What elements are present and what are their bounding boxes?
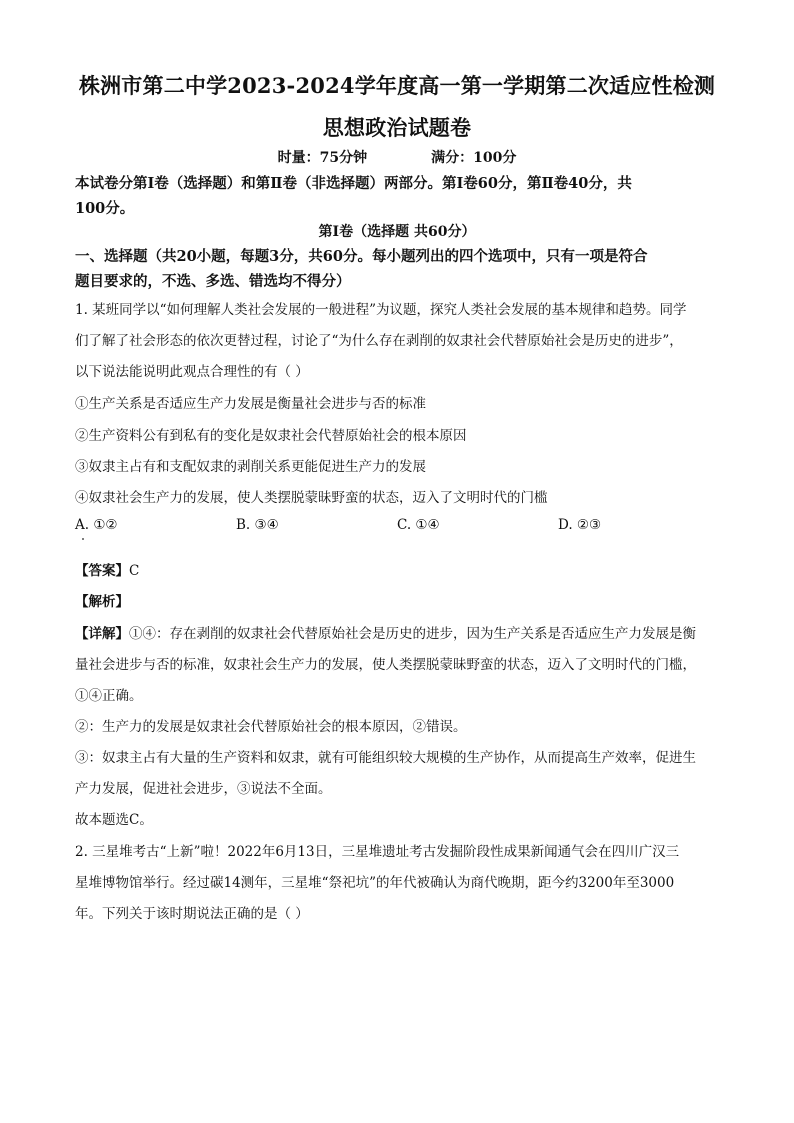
- answer-value: C: [129, 563, 140, 579]
- q1-statement-3: ③奴隶主占有和支配奴隶的剥削关系更能促进生产力的发展: [75, 459, 426, 475]
- q1-analysis-tag: 【解析】: [75, 594, 129, 610]
- q1-stem-line-1: 1. 某班同学以“如何理解人类社会发展的一般进程”为议题，探究人类社会发展的基本规律和趋势。同学: [75, 302, 687, 318]
- q1-conclusion: 故本题选C。: [75, 812, 153, 828]
- q2-stem-line-3: 年。下列关于该时期说法正确的是（ ）: [75, 906, 309, 922]
- full-score: 满分：100分: [431, 150, 517, 166]
- q1-detail-line-4: ②：生产力的发展是奴隶社会代替原始社会的根本原因，②错误。: [75, 719, 467, 735]
- q1-stem-line-2: 们了解了社会形态的依次更替过程，讨论了“为什么存在剥削的奴隶社会代替原始社会是历史的进步”，: [75, 333, 683, 349]
- q1-statement-4: ④奴隶社会生产力的发展，使人类摆脱蒙昧野蛮的状态，迈入了文明时代的门槛: [75, 490, 548, 506]
- q2-stem-line-1: 2. 三星堆考古“上新”啦！2022年6月13日，三星堆遗址考古发掘阶段性成果新闻通气会在四川广汉三: [75, 844, 680, 860]
- exam-subtitle: 思想政治试题卷: [322, 115, 472, 140]
- detail-text-1: ①④：存在剥削的奴隶社会代替原始社会是历史的进步，因为生产关系是否适应生产力发展是衡: [129, 626, 696, 642]
- section-instruction-1: 一、选择题（共20小题，每题3分，共60分。每小题列出的四个选项中，只有一项是符合: [75, 248, 648, 265]
- detail-tag: 【详解】: [75, 626, 129, 642]
- q1-option-b: B. ③④: [236, 517, 279, 533]
- q1-detail-line-2: 量社会进步与否的标准，奴隶社会生产力的发展，使人类摆脱蒙昧野蛮的状态，迈入了文明时代的门槛，: [75, 657, 696, 673]
- intro-line-1: 本试卷分第Ⅰ卷（选择题）和第Ⅱ卷（非选择题）两部分。第Ⅰ卷60分，第Ⅱ卷40分，共: [75, 175, 632, 192]
- q1-option-d: D. ②③: [558, 517, 602, 533]
- exam-title: 株洲市第二中学2023-2024学年度高一第一学期第二次适应性检测: [78, 73, 716, 98]
- answer-tag: 【答案】: [75, 563, 129, 579]
- q1-answer: [75, 559, 139, 579]
- q1-statement-1: ①生产关系是否适应生产力发展是衡量社会进步与否的标准: [75, 396, 426, 412]
- q1-detail-line-6: 产力发展，促进社会进步，③说法不全面。: [75, 781, 332, 797]
- q1-detail-line-1: [75, 622, 696, 642]
- q1-stem-line-3: 以下说法能说明此观点合理性的有（ ）: [75, 364, 309, 380]
- q1-statement-2: ②生产资料公有到私有的变化是奴隶社会代替原始社会的根本原因: [75, 428, 467, 444]
- time-limit: 时量：75分钟: [277, 150, 368, 166]
- section-instruction-2: 题目要求的，不选、多选、错选均不得分）: [75, 273, 351, 290]
- intro-line-2: 100分。: [75, 200, 135, 217]
- q1-detail-line-3: ①④正确。: [75, 688, 143, 704]
- q1-option-c: C. ①④: [397, 517, 440, 533]
- q1-option-a: A. ①②: [75, 517, 118, 533]
- q1-detail-line-5: ③：奴隶主占有大量的生产资料和奴隶，就有可能组织较大规模的生产协作，从而提高生产效率，促进生: [75, 750, 696, 766]
- stray-dot: [82, 538, 84, 540]
- exam-meta: [0, 147, 794, 167]
- part-one-title: 第Ⅰ卷（选择题 共60分）: [318, 224, 476, 240]
- q2-stem-line-2: 星堆博物馆举行。经过碳14测年，三星堆“祭祀坑”的年代被确认为商代晚期，距今约3200年至3000: [75, 875, 675, 891]
